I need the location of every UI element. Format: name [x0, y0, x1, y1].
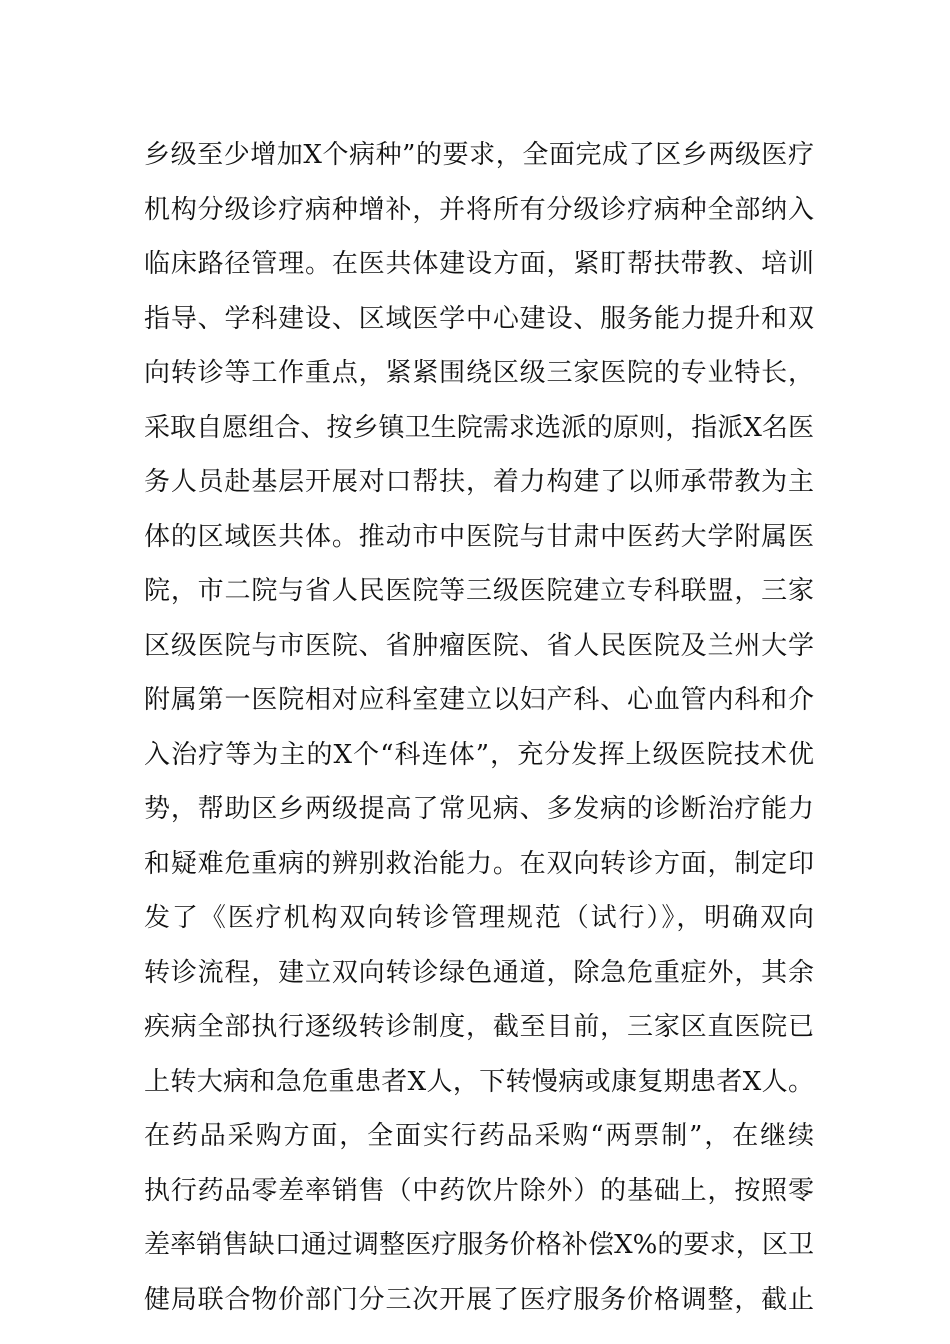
- text-line: 入治疗等为主的X个“科连体”，充分发挥上级医院技术优: [144, 739, 814, 770]
- text-line: 执行药品零差率销售（中药饮片除外）的基础上，按照零: [144, 1175, 814, 1206]
- text-line: 体的区域医共体。推动市中医院与甘肃中医药大学附属医: [144, 521, 814, 552]
- text-line: 机构分级诊疗病种增补，并将所有分级诊疗病种全部纳入: [144, 194, 814, 225]
- text-line: 务人员赴基层开展对口帮扶，着力构建了以师承带教为主: [144, 467, 814, 497]
- text-line: 和疑难危重病的辨别救治能力。在双向转诊方面，制定印: [144, 848, 814, 879]
- text-line: 上转大病和急危重患者X人，下转慢病或康复期患者X人。: [144, 1066, 814, 1097]
- text-line: 差率销售缺口通过调整医疗服务价格补偿X%的要求，区卫: [144, 1230, 814, 1260]
- text-line: 在药品采购方面，全面实行药品采购“两票制”，在继续: [144, 1121, 814, 1151]
- text-line: 采取自愿组合、按乡镇卫生院需求选派的原则，指派X名医: [144, 412, 814, 443]
- text-line: 势，帮助区乡两级提高了常见病、多发病的诊断治疗能力: [144, 794, 814, 824]
- text-line: 发了《医疗机构双向转诊管理规范（试行）》，明确双向: [144, 903, 814, 933]
- text-line: 临床路径管理。在医共体建设方面，紧盯帮扶带教、培训: [144, 249, 814, 279]
- body-paragraph: [144, 128, 814, 1327]
- text-line: 乡级至少增加X个病种”的要求，全面完成了区乡两级医疗: [144, 140, 814, 170]
- text-line: 健局联合物价部门分三次开展了医疗服务价格调整，截止: [144, 1284, 814, 1315]
- text-line: 向转诊等工作重点，紧紧围绕区级三家医院的专业特长，: [144, 358, 814, 388]
- text-line: 指导、学科建设、区域医学中心建设、服务能力提升和双: [144, 303, 814, 334]
- text-line: 转诊流程，建立双向转诊绿色通道，除急危重症外，其余: [144, 957, 814, 988]
- text-line: 附属第一医院相对应科室建立以妇产科、心血管内科和介: [144, 685, 814, 715]
- text-line: 疾病全部执行逐级转诊制度，截至目前，三家区直医院已: [144, 1012, 814, 1042]
- text-line: 院，市二院与省人民医院等三级医院建立专科联盟，三家: [144, 576, 814, 606]
- text-line: 区级医院与市医院、省肿瘤医院、省人民医院及兰州大学: [144, 630, 814, 661]
